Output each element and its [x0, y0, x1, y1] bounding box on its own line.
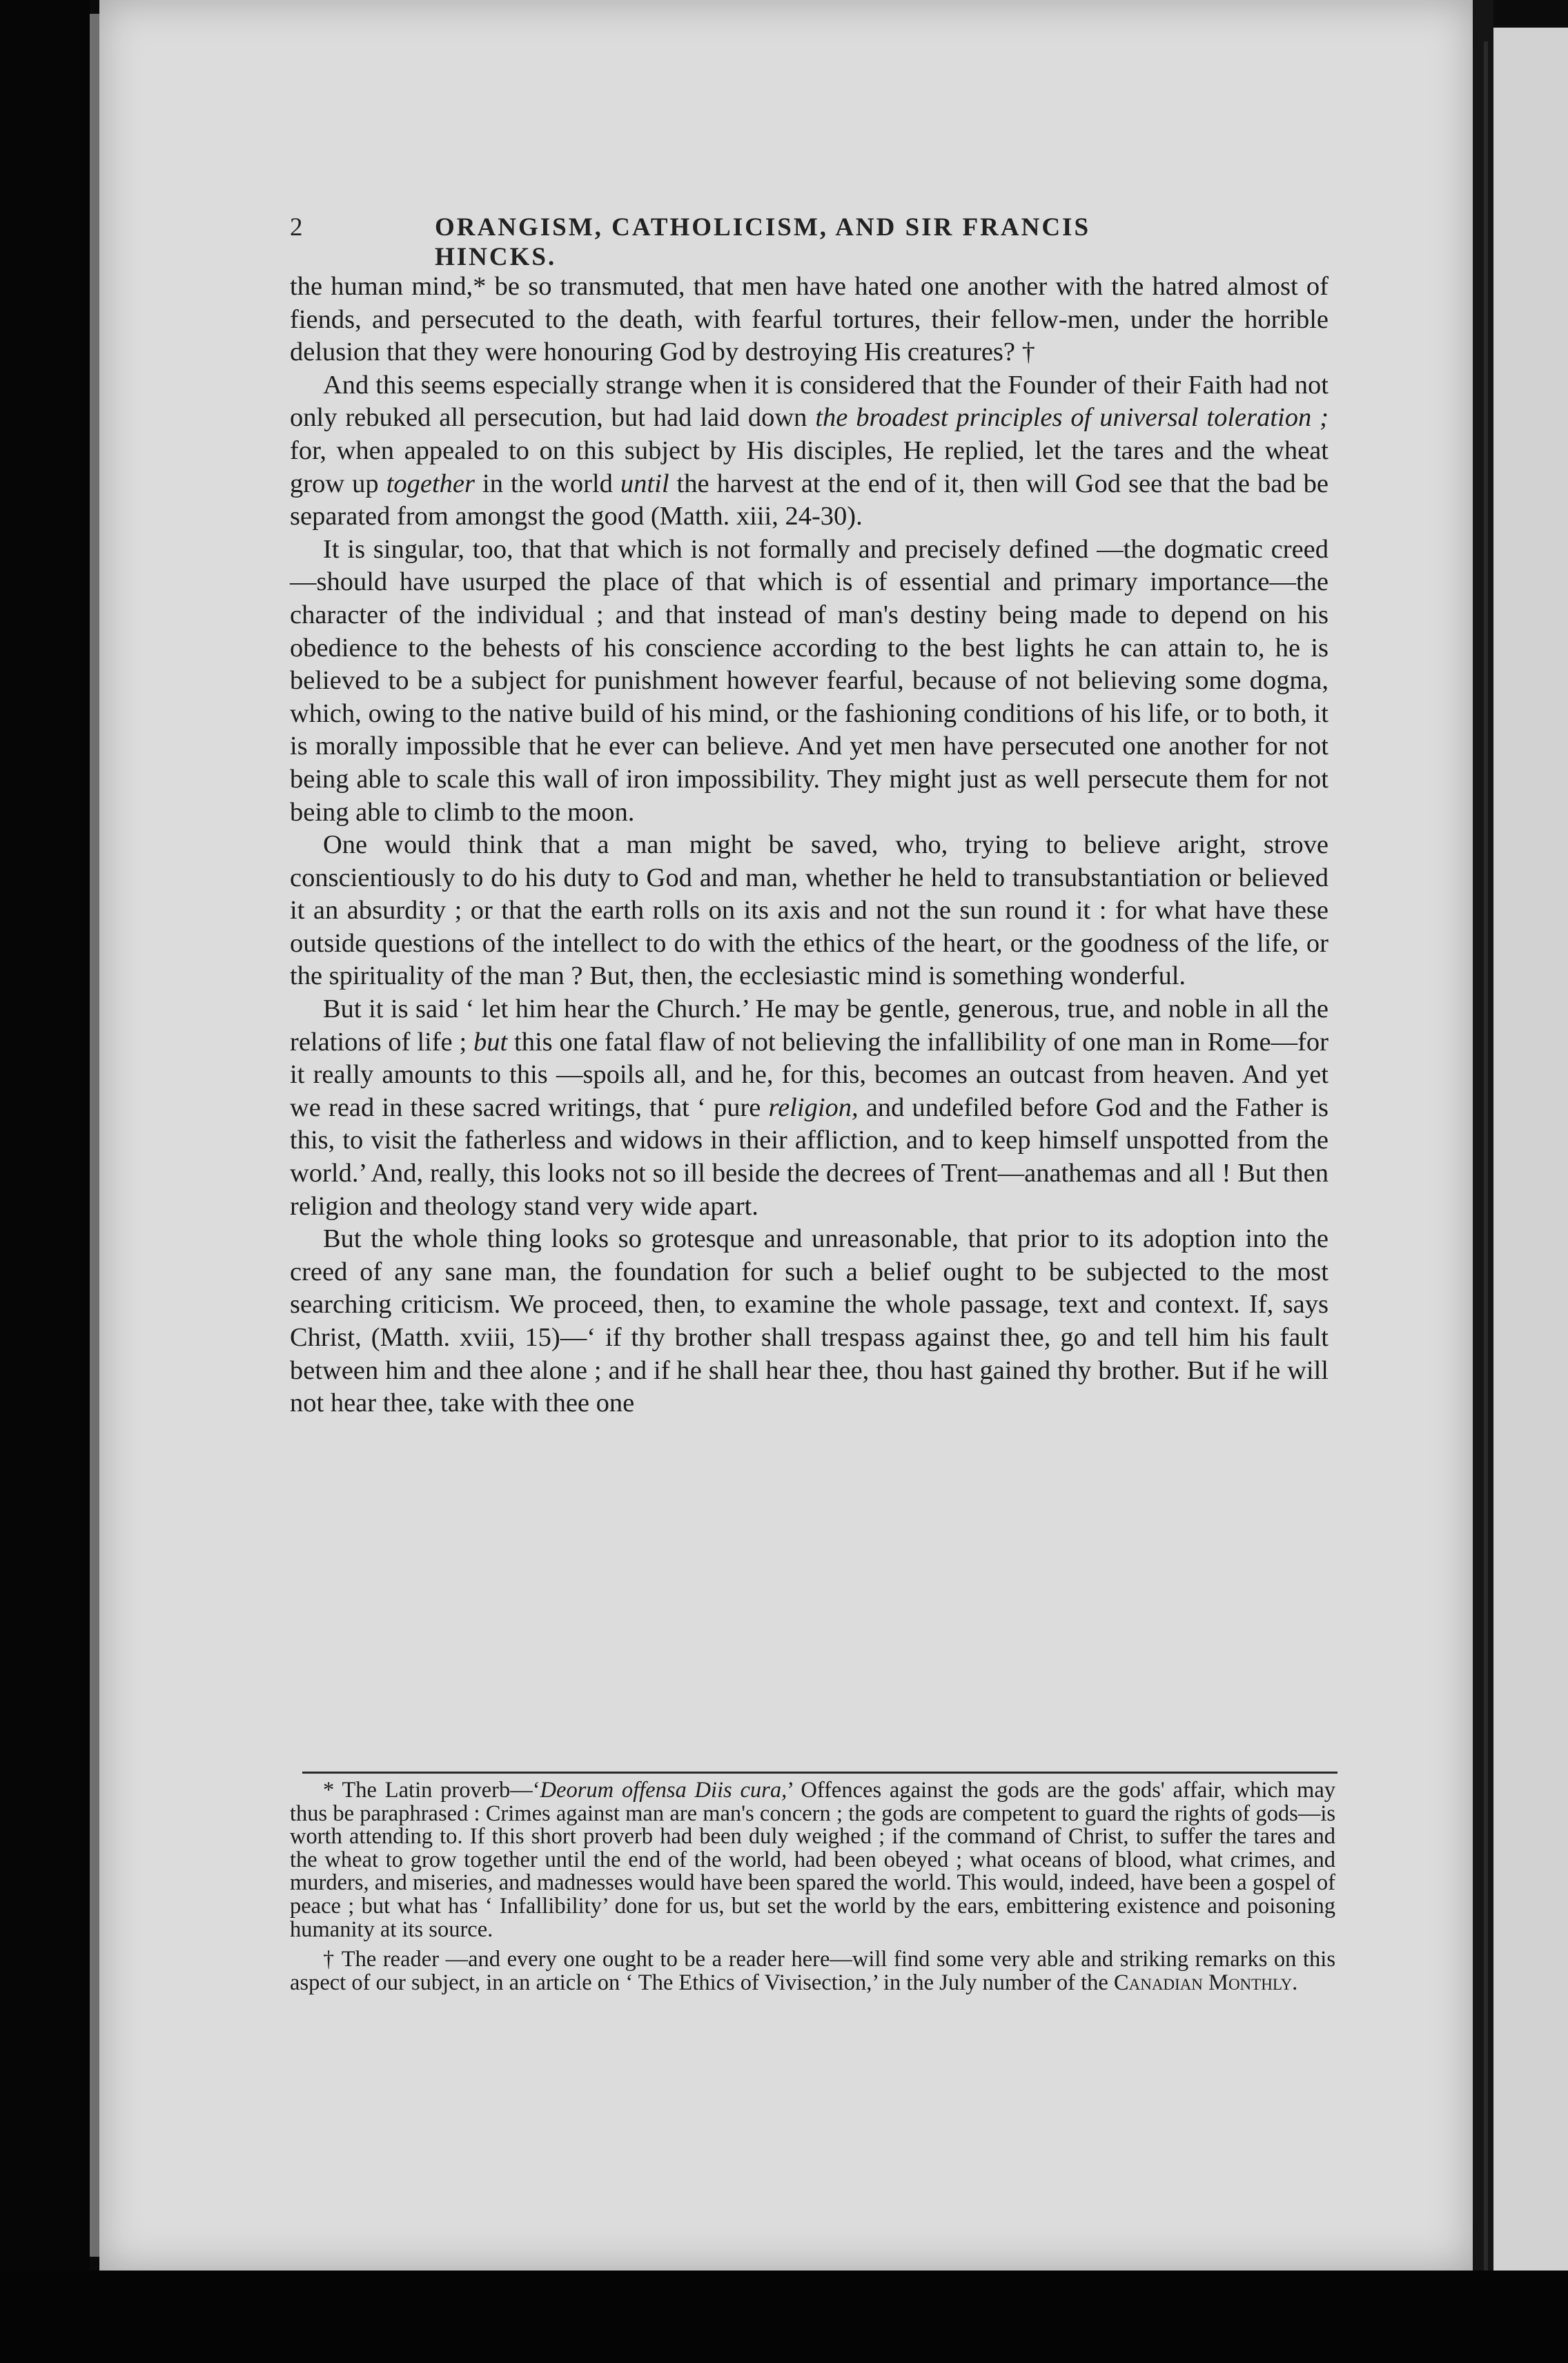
text-run: ’ Offences against the gods are the gods' affair, which may thus be paraphrased : Crimes against man are man's concern ; the gods are competent to guard the rights of gods—is worth attending to. If this short proverb had been duly weighed ; if the command of Christ, to suffer the tares and the wheat to grow together until the end of the world, had been obeyed ; what oceans of blood, what crimes, and murders, and miseries, and madnesses would have been spared the world. This would, indeed, have been a gospel of peace ; but what has ‘ Infallibility’ done for us, but set the world by the ears, embittering existence and poisoning humanity at its source.: [290, 1778, 1335, 1942]
italic-run: but: [473, 1027, 508, 1057]
footnotes: [290, 1779, 1335, 2001]
text-run: the harvest at the end of it, then will God see that the bad be separated from amongst the good (Matth. xiii, 24-30).: [290, 469, 1329, 531]
paragraph-5: [290, 993, 1329, 1223]
footnote-rule: [302, 1772, 1337, 1774]
text-run: and undefiled before God and the Father is this, to visit the fatherless and widows in their affliction, and to keep himself unspotted from the world.’ And, really, this looks not so ill beside the decrees of Trent—anathemas and all ! But then religion and theology stand very wide apart.: [290, 1092, 1329, 1221]
italic-run: until: [620, 469, 669, 498]
running-title: ORANGISM, CATHOLICISM, AND SIR FRANCIS HINCKS.: [435, 213, 1091, 271]
running-header: [290, 213, 1208, 271]
page-edge: [90, 14, 99, 2257]
scan-border-left: [0, 0, 90, 2363]
text-run: But it is said ‘ let him hear the Church.’ He may be gentle, generous, true, and noble in all the relations of life ;: [290, 994, 1329, 1057]
scan-border-bottom: [0, 2271, 1568, 2363]
italic-run: the broadest principles of universal toleration ;: [815, 403, 1329, 433]
italic-run: Deorum offensa Diis cura,: [540, 1778, 787, 1803]
paragraph-6: But the whole thing looks so grotesque and unreasonable, that prior to its adoption into the creed of any sane man, the foundation for such a belief ought to be subjected to the most searching criticism. We proceed, then, to examine the whole passage, text and context. If, says Christ, (Matth. xviii, 15)—‘ if thy brother shall trespass against thee, go and tell him his fault between him and thee alone ; and if he shall hear thee, thou hast gained thy brother. But if he will not hear thee, take with thee one: [290, 1224, 1329, 1418]
text-run: * The Latin proverb—‘: [323, 1778, 540, 1803]
body-text: [290, 271, 1329, 1420]
gutter-line: [1484, 41, 1488, 2284]
text-run: And this seems especially strange when it is considered that the Founder of their Faith had not only rebuked all persecution, but had laid down: [290, 370, 1329, 433]
italic-run: religion,: [768, 1092, 859, 1122]
facing-page-strip: [1493, 28, 1568, 2298]
small-caps-run: Canadian Monthly.: [1113, 1970, 1298, 1995]
page-number: 2: [290, 213, 304, 242]
text-run: in the world: [475, 469, 620, 498]
text-run: this one fatal flaw of not believing the infallibility of one man in Rome—for it really amounts to this —spoils all, and he, for this, becomes an outcast from heaven. And yet we read in these sacred writings, that ‘ pure: [290, 1027, 1329, 1122]
text-run: for, when appealed to on this subject by His disciples, He replied, let the tares and the wheat grow up: [290, 435, 1329, 498]
text-run: † The reader —and every one ought to be a reader here—will find some very able and striking remarks on this aspect of our subject, in an article on ‘ The Ethics of Vivisection,’ in the July number of the: [290, 1947, 1335, 1995]
italic-run: together: [386, 469, 475, 498]
paragraph-1: the human mind,* be so transmuted, that men have hated one another with the hatred almost of fiends, and persecuted to the death, with fearful tortures, their fellow-men, under the horrible delusion that they were honouring God by destroying His creatures? †: [290, 272, 1329, 367]
book-gutter: [1473, 0, 1493, 2363]
paragraph-3: It is singular, too, that that which is not formally and precisely defined —the dogmatic creed—should have usurped the place of that which is of essential and primary importance—the character of the individual ; and that instead of man's destiny being made to depend on his obedience to the behests of his conscience according to the best lights he can attain to, he is believed to be a subject for punishment however fearful, because of not believing some dogma, which, owing to the native build of his mind, or the fashioning conditions of his life, or to both, it is morally impossible that he ever can believe. And yet men have persecuted one another for not being able to scale this wall of iron impossibility. They might just as well persecute them for not being able to climb to the moon.: [290, 534, 1329, 827]
footnote-2: [290, 1948, 1335, 1994]
paragraph-4: One would think that a man might be saved, who, trying to believe aright, strove conscientiously to do his duty to God and man, whether he held to transubstantiation or believed it an absurdity ; or that the earth rolls on its axis and not the sun round it : for what have these outside questions of the intellect to do with the ethics of the heart, or the goodness of the life, or the spirituality of the man ? But, then, the ecclesiastic mind is something wonderful.: [290, 830, 1329, 991]
footnote-1: [290, 1779, 1335, 1941]
paragraph-2: [290, 369, 1329, 533]
